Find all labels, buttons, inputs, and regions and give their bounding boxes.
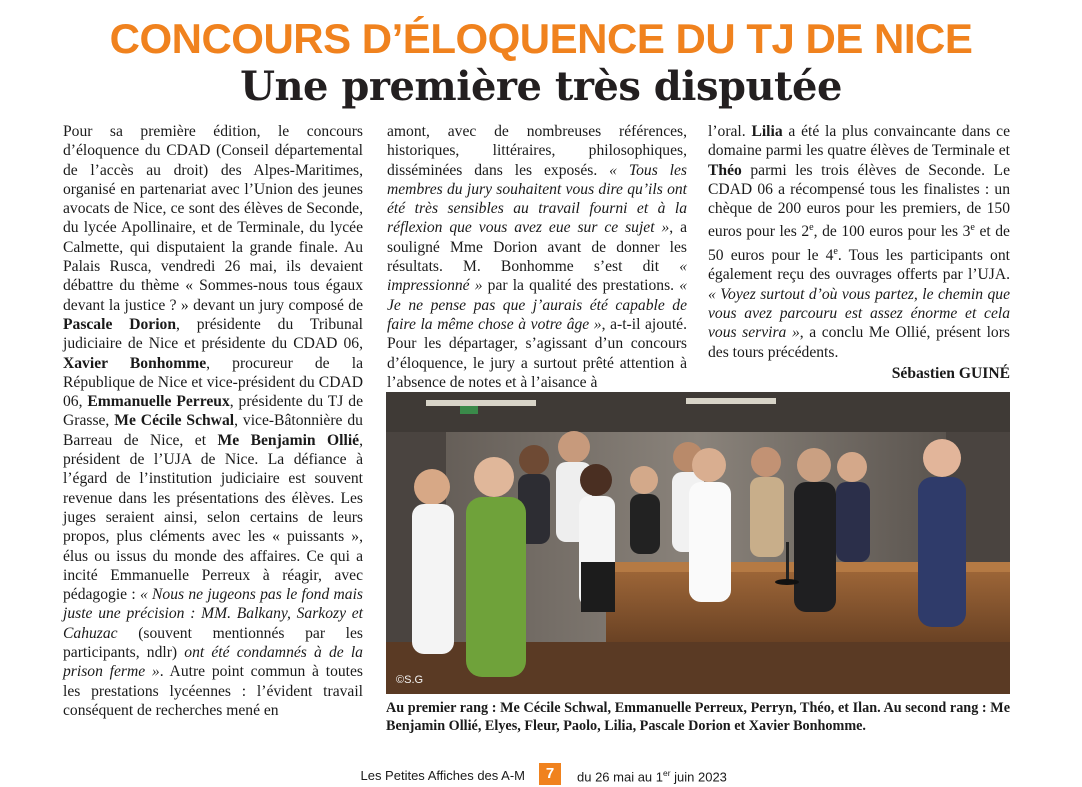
text-run: Me Benjamin Ollié bbox=[217, 431, 360, 449]
page-number: 7 bbox=[539, 763, 561, 785]
text-run: Lilia bbox=[751, 123, 783, 140]
text-run: « Je ne pense pas que j’aurais été capable de faire la même chose à votre âge » bbox=[387, 277, 688, 333]
text-run: , vice-Bâtonnière du Barreau de Nice, et bbox=[63, 412, 363, 449]
article-column-1 bbox=[63, 122, 363, 720]
byline: Sébastien GUINÉ bbox=[891, 364, 1010, 382]
headline: CONCOURS D’ÉLOQUENCE DU TJ DE NICE bbox=[109, 15, 973, 62]
article-column-2 bbox=[387, 122, 687, 392]
text-run: ont été condamnés à de la prison ferme » bbox=[63, 644, 363, 681]
text-run: Pascale Dorion bbox=[63, 315, 176, 333]
text-run: , présidente du Tribunal judiciaire de Nice et présidente du CDAD 06, bbox=[63, 315, 363, 353]
subheadline: Une première très disputée bbox=[240, 63, 842, 110]
text-run: , présidente du TJ de Grasse, bbox=[63, 393, 363, 430]
text-run: , a-t-il ajouté. Pour les départager, s’agissant d’un concours d’éloquence, le jury a surtout prêté attention à l’absence de notes et à l’aisance à bbox=[387, 315, 688, 391]
text-run: e bbox=[809, 222, 814, 234]
text-run: parmi les trois élèves de Seconde. Le CDAD 06 a récompensé tous les finalistes : un chèque de 200 euros pour les premiers, de 150 euros pour les 2 bbox=[708, 161, 1010, 241]
text-run: « impressionné » bbox=[387, 258, 687, 295]
group-photo bbox=[386, 392, 1010, 694]
text-run: par la qualité des prestations. bbox=[482, 277, 680, 295]
text-run: « Tous les membres du jury souhaitent vous dire qu’ils ont été très sensibles au travail fourni et à la réflexion que vous avez eue sur ce sujet » bbox=[387, 161, 687, 237]
text-run: Théo bbox=[708, 161, 742, 179]
text-run: « Nous ne jugeons pas le fond mais juste une précision : MM. Balkany, Sarkozy et Cahuzac bbox=[63, 586, 363, 642]
photo-credit: ©S.G bbox=[396, 674, 424, 686]
text-run: Xavier Bonhomme bbox=[63, 354, 207, 372]
text-run: Me Cécile Schwal bbox=[114, 412, 235, 430]
text-run: Pour sa première édition, le concours d’éloquence du CDAD (Conseil départemental de l’accès au droit) des Alpes-Maritimes, organisé en partenariat avec l’Union des jeunes avocats de Nice, ce sont des élèves de Seconde, du lycée Apollinaire, et de Terminale, du lycée Calmette, qui disputaient la grande finale. Au Palais Rusca, vendredi 26 mai, ils devaient débattre du thème « Sommes-nous tous égaux devant la justice ? » devant un jury composé de bbox=[63, 123, 363, 314]
text-run: du 26 mai au 1 bbox=[577, 769, 664, 785]
photo-caption: Au premier rang : Me Cécile Schwal, Emmanuelle Perreux, Perryn, Théo, et Ilan. Au second rang : Me Benjamin Ollié, Elyes, Fleur, Paolo, Lilia, Pascale Dorion et Xavier Bonhomme. bbox=[386, 700, 1010, 734]
text-run: , de 100 euros pour les 3 bbox=[813, 223, 971, 241]
text-run: er bbox=[663, 768, 671, 778]
text-run: l’oral. bbox=[708, 123, 752, 140]
text-run: , a souligné Mme Dorion avant de donner les résultats. M. Bonhomme s’est dit bbox=[387, 219, 687, 276]
text-run: et de 50 euros pour le 4 bbox=[708, 223, 1010, 265]
issue-dates bbox=[577, 768, 727, 784]
text-run: . Tous les participants ont également reçu des ouvrages offerts par l’UJA. bbox=[708, 247, 1010, 284]
text-run: juin 2023 bbox=[670, 769, 727, 785]
text-run: Emmanuelle Perreux bbox=[87, 393, 230, 411]
text-run: (souvent mentionnés par les participants, ndlr) bbox=[63, 624, 363, 662]
text-run: a été la plus convaincante dans ce domaine parmi les quatre élèves de Terminale et bbox=[708, 123, 1010, 160]
text-run: . Autre point commun à toutes les prestations lycéennes : l’évident travail conséquent de recherches mené en bbox=[63, 663, 363, 719]
text-run: , procureur de la République de Nice et vice-président du CDAD 06, bbox=[63, 354, 363, 411]
article-column-3 bbox=[708, 122, 1010, 383]
text-run: , président de l’UJA de Nice. La défiance à l’égard de l’institution judiciaire est souvent revenue dans les présentations des élèves. Les juges seraient ainsi, selon certains de leurs propos, plus cléments avec les « puissants », élus ou issus du monde des affaires. Ce qui a incité Emmanuelle Perreux à réagir, avec pédagogie : bbox=[63, 431, 363, 604]
text-run: , a conclu Me Ollié, présent lors des tours précédents. bbox=[708, 324, 1010, 361]
text-run: e bbox=[833, 245, 838, 257]
page-footer bbox=[0, 763, 1082, 787]
text-run: e bbox=[970, 222, 975, 234]
group-photo-illustration bbox=[386, 392, 1010, 694]
text-run: amont, avec de nombreuses références, historiques, littéraires, philosophiques, disséminées dans les exposés. bbox=[387, 123, 687, 179]
publication-name: Les Petites Affiches des A-M bbox=[360, 768, 525, 783]
text-run: « Voyez surtout d’où vous partez, le chemin que vous avez parcouru est assez énorme et cela vous servira » bbox=[708, 285, 1010, 342]
